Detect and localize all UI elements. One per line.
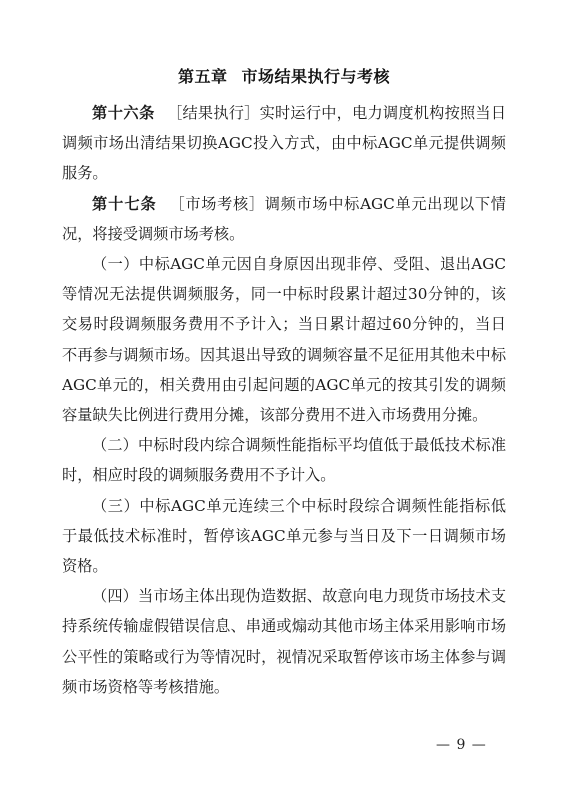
page-number: — 9 — [436,737,487,753]
document-body [62,98,506,702]
article-text: ［市场考核］调频市场中标AGC单元出现以下情况，将接受调频市场考核。 [62,194,506,243]
article-16 [62,98,506,189]
article-text: ［结果执行］实时运行中，电力调度机构按照当日调频市场出清结果切换AGC投入方式，由中标AGC单元提供调频服务。 [62,104,507,183]
chapter-heading [0,64,568,87]
clause-4: （四）当市场主体出现伪造数据、故意向电力现货市场技术支持系统传输虚假错误信息、串通或煽动其他市场主体采用影响市场公平性的策略或行为等情况时，视情况采取暂停该市场主体参与调频市场资格等考核措施。 [62,587,506,696]
chapter-number: 第五章 [177,67,228,86]
article-label: 第十六条 [92,104,155,122]
clause-3: （三）中标AGC单元连续三个中标时段综合调频性能指标低于最低技术标准时，暂停该AGC单元参与当日及下一日调频市场资格。 [62,496,506,576]
clause-1: （一）中标AGC单元因自身原因出现非停、受阻、退出AGC等情况无法提供调频服务，同一中标时段累计超过30分钟的，该交易时段调频服务费用不予计入；当日累计超过60分钟的，当日不再参与调频市场。因其退出导致的调频容量不足征用其他未中标AGC单元的，相关费用由引起问题的AGC单元的按其引发的调频容量缺失比例进行费用分摊，该部分费用不进入市场费用分摊。 [62,255,506,425]
chapter-title: 市场结果执行与考核 [241,67,391,86]
clause-2: （二）中标时段内综合调频性能指标平均值低于最低技术标准时，相应时段的调频服务费用不予计入。 [62,436,506,485]
article-label: 第十七条 [92,194,157,213]
article-17 [62,189,506,249]
